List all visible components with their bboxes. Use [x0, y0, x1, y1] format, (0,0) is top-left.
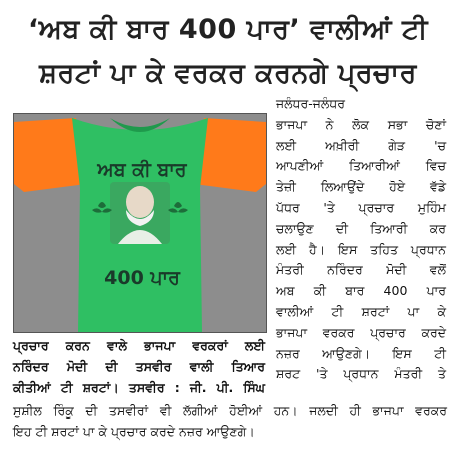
caption-line: ਨਰਿੰਦਰ ਮੋਦੀ ਦੀ ਤਸਵੀਰ ਵਾਲੀ ਤਿਆਰ	[13, 359, 265, 374]
article-line: ਲਈ ਅਖ਼ੀਰੀ ਗੇੜ 'ਚ	[276, 137, 446, 153]
article-line: ਤੇਜ਼ੀ ਲਿਆਉਂਦੇ ਹੋਏ ਵੱਡੇ	[276, 179, 446, 195]
shirt-top-text: ਅਬ ਕੀ ਬਾਰ	[97, 159, 187, 181]
headline-line-2: ਸ਼ਰਟਾਂ ਪਾ ਕੇ ਵਰਕਰ ਕਰਨਗੇ ਪ੍ਰਚਾਰ	[39, 58, 417, 89]
caption-line: ਪ੍ਰਚਾਰ ਕਰਨ ਵਾਲੇ ਭਾਜਪਾ ਵਰਕਰਾਂ ਲਈ	[13, 338, 265, 353]
portrait-image	[110, 182, 170, 244]
article-line: ਆਪਣੀਆਂ ਤਿਆਰੀਆਂ ਵਿਚ	[276, 158, 446, 174]
article-line: ਇਹ ਟੀ ਸ਼ਰਟਾਂ ਪਾ ਕੇ ਪ੍ਰਚਾਰ ਕਰਦੇ ਨਜ਼ਰ ਆਉਣਗੇ।	[13, 424, 255, 439]
photo-caption	[13, 335, 265, 398]
article-line: ਅਬ ਕੀ ਬਾਰ 400 ਪਾਰ	[276, 283, 446, 299]
article-line: ਪੱਧਰ 'ਤੇ ਪ੍ਰਚਾਰ ਮੁਹਿੰਮ	[276, 199, 446, 215]
tshirt-photo	[13, 113, 267, 333]
article-line: ਭਾਜਪਾ ਨੇ ਲੋਕ ਸਭਾ ਚੋਣਾਂ	[276, 116, 446, 132]
article-line: ਵਾਲੀਆਂ ਟੀ ਸ਼ਰਟਾਂ ਪਾ ਕੇ	[276, 303, 446, 319]
article-line: ਲਈ ਹੈ। ਇਸ ਤਹਿਤ ਪ੍ਰਧਾਨ	[276, 241, 446, 257]
tshirt-illustration	[14, 114, 266, 332]
caption-line: ਕੀਤੀਆਂ ਟੀ ਸ਼ਰਟਾਂ। ਤਸਵੀਰ : ਜੀ. ਪੀ. ਸਿੰਘ	[13, 380, 265, 395]
dateline: ਜਲੰਧਰ-ਜਲੰਧਰ	[276, 96, 345, 111]
article-line: ਮੰਤਰੀ ਨਰਿੰਦਰ ਮੋਦੀ ਵਲੋਂ	[276, 262, 446, 278]
article-column	[276, 94, 446, 385]
article-line: ਚਲਾਉਣ ਦੀ ਤਿਆਰੀ ਕਰ	[276, 220, 446, 236]
article-continuation	[13, 400, 447, 442]
shirt-bottom-text: 400 ਪਾਰ	[104, 267, 180, 289]
article-line: ਨਜ਼ਰ ਆਉਣਗੇ। ਇਸ ਟੀ	[276, 345, 446, 361]
article-line: ਸ਼ਰਟ 'ਤੇ ਪ੍ਰਧਾਨ ਮੰਤਰੀ ਤੇ	[276, 366, 446, 382]
article-line: ਭਾਜਪਾ ਵਰਕਰ ਪ੍ਰਚਾਰ ਕਰਦੇ	[276, 324, 446, 340]
article-line: ਸੁਸ਼ੀਲ ਰਿੰਕੂ ਦੀ ਤਸਵੀਰਾਂ ਵੀ ਲੱਗੀਆਂ ਹੋਈਆਂ ਹਨ। ਜਲਦੀ ਹੀ ਭਾਜਪਾ ਵਰਕਰ	[13, 403, 447, 418]
headline-line-1: ‘ਅਬ ਕੀ ਬਾਰ 400 ਪਾਰ’ ਵਾਲੀਆਂ ਟੀ	[28, 14, 428, 45]
